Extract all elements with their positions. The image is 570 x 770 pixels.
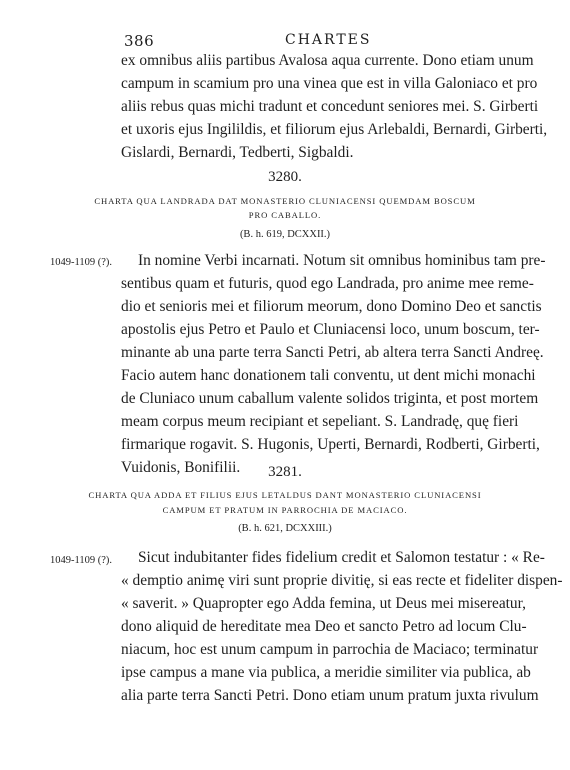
charter-date: 1049-1109 (?).: [50, 555, 113, 566]
charter-body: [121, 546, 563, 707]
text-line: Vuidonis, Bonifilii.: [121, 459, 241, 476]
text-line: « demptio animę viri sunt proprie divitię, si eas recte et fideliter dispen-: [121, 572, 563, 589]
running-title: CHARTES: [285, 32, 372, 48]
text-line: Gislardi, Bernardi, Tedberti, Sigbaldi.: [121, 144, 354, 161]
charter-number: 3280.: [268, 169, 302, 185]
charter-date: 1049-1109 (?).: [50, 257, 113, 268]
text-line: meam corpus meum recipiant et sepeliant. S. Landradę, quę fieri: [121, 413, 519, 430]
text-line: firmarique rogavit. S. Hugonis, Uperti, Bernardi, Rodberti, Girberti,: [121, 436, 540, 453]
charter-title: CHARTA QUA LANDRADA DAT MONASTERIO CLUNIACENSI QUEMDAM BOSCUM: [94, 196, 476, 206]
text-line: apostolis ejus Petro et Paulo et Cluniacensi loco, unum boscum, ter-: [121, 321, 540, 338]
text-line: Facio autem hanc donationem tali conventu, ut dent michi monachi: [121, 367, 536, 384]
text-line: sentibus quam et futuris, quod ego Landrada, pro anime mee reme-: [121, 275, 534, 292]
text-line: ipse campus a mane via publica, a meridie similiter via publica, ab: [121, 664, 531, 681]
text-line: ex omnibus aliis partibus Avalosa aqua currente. Dono etiam unum: [121, 52, 534, 69]
text-line: dono aliquid de hereditate mea Deo et sancto Petro ad locum Clu-: [121, 618, 527, 635]
text-line: alia parte terra Sancti Petri. Dono etiam unum pratum juxta rivulum: [121, 687, 539, 704]
charter-number: 3281.: [268, 464, 302, 480]
text-line: niacum, hoc est unum campum in parrochia de Maciaco; terminatur: [121, 641, 539, 658]
charter-source: (B. h. 619, DCXXII.): [239, 229, 331, 240]
text-line: Sicut indubitanter fides fidelium credit et Salomon testatur : « Re-: [138, 549, 545, 566]
text-line: aliis rebus quas michi tradunt et concedunt seniores mei. S. Girberti: [121, 98, 539, 115]
text-line: dio et senioris mei et filiorum meorum, dono Domino Deo et sanctis: [121, 298, 542, 315]
text-line: minante ab una parte terra Sancti Petri, ab altera terra Sancti Andreę.: [121, 344, 544, 361]
charter-title: CHARTA QUA ADDA ET FILIUS EJUS LETALDUS DANT MONASTERIO CLUNIACENSI: [88, 490, 482, 500]
text-line: campum in scamium pro una vinea que est in villa Galoniaco et pro: [121, 75, 538, 92]
text-line: In nomine Verbi incarnati. Notum sit omnibus hominibus tam pre-: [138, 252, 546, 269]
charter-source: (B. h. 621, DCXXIII.): [238, 523, 332, 534]
charter-title: CAMPUM ET PRATUM IN PARROCHIA DE MACIACO.: [162, 505, 408, 515]
charter-body: [121, 249, 546, 479]
continuation-paragraph: [121, 49, 548, 164]
charter-title: PRO CABALLO.: [248, 210, 322, 220]
text-line: et uxoris ejus Ingilildis, et filiorum ejus Arlebaldi, Bernardi, Girberti,: [121, 121, 548, 138]
page-number: 386: [124, 32, 155, 50]
text-line: de Cluniaco unum caballum valente solidos triginta, et post mortem: [121, 390, 539, 407]
text-line: « saverit. » Quapropter ego Adda femina, ut Deus mei misereatur,: [121, 595, 526, 612]
